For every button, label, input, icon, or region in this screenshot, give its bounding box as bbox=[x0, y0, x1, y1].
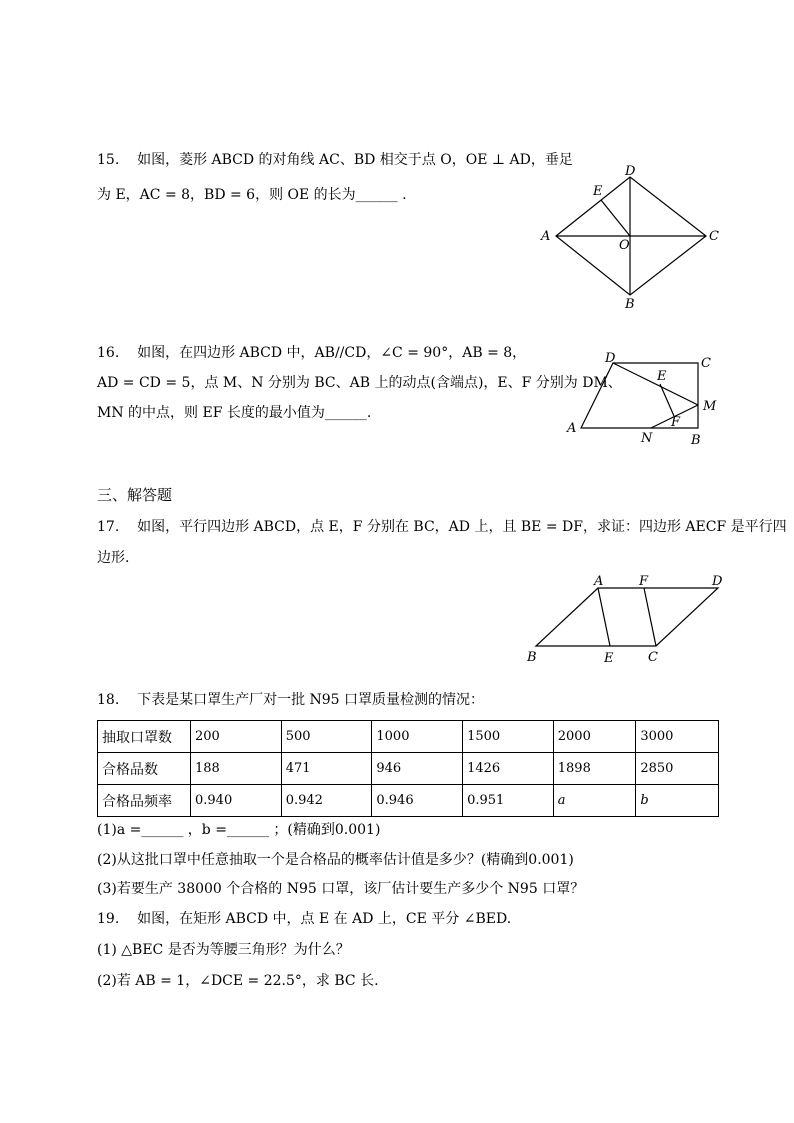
q18-intro: 18. 下表是某口罩生产厂对一批 N95 口罩质量检测的情况： bbox=[97, 692, 485, 708]
label-c: C bbox=[648, 650, 658, 665]
table-cell: 0.940 bbox=[191, 785, 282, 817]
table-row bbox=[98, 753, 719, 785]
label-e: E bbox=[657, 369, 667, 384]
label-d: D bbox=[712, 574, 723, 589]
segment-ae bbox=[598, 588, 610, 646]
label-b: B bbox=[625, 297, 635, 312]
label-e: E bbox=[604, 651, 614, 666]
label-a: A bbox=[567, 421, 577, 436]
quality-table bbox=[97, 720, 719, 817]
q19-sub-2: (2)若 AB = 1，∠DCE = 22.5°，求 BC 长. bbox=[97, 973, 379, 989]
row-header: 抽取口罩数 bbox=[98, 721, 191, 753]
table-cell: b bbox=[636, 785, 719, 817]
table-cell: 471 bbox=[281, 753, 372, 785]
q17-line-2: 边形. bbox=[97, 550, 130, 566]
table-cell: 1500 bbox=[463, 721, 554, 753]
label-f: F bbox=[639, 574, 649, 589]
q16-line-1: 16. 如图，在四边形 ABCD 中，AB//CD，∠C = 90°，AB = 8， bbox=[97, 345, 527, 361]
table-cell: 0.951 bbox=[463, 785, 554, 817]
label-o: O bbox=[619, 238, 630, 253]
q19-sub-1: (1) △BEC 是否为等腰三角形？为什么？ bbox=[97, 942, 350, 958]
q18-sub-1: (1)a =______ ，b =______ ；(精确到0.001) bbox=[97, 822, 381, 838]
q19-line-1: 19. 如图，在矩形 ABCD 中，点 E 在 AD 上，CE 平分 ∠BED. bbox=[97, 911, 512, 927]
q15-line-1: 15. 如图，菱形 ABCD 的对角线 AC、BD 相交于点 O，OE ⊥ AD，垂足 bbox=[97, 152, 573, 168]
quadrilateral-outline bbox=[581, 363, 698, 428]
label-f: F bbox=[671, 415, 681, 430]
parallelogram-outline bbox=[536, 588, 718, 646]
table-cell: 200 bbox=[191, 721, 282, 753]
table-cell: 3000 bbox=[636, 721, 719, 753]
table-cell: a bbox=[553, 785, 636, 817]
q18-sub-2: (2)从这批口罩中任意抽取一个是合格品的概率估计值是多少？(精确到0.001) bbox=[97, 852, 574, 868]
table-cell: 0.942 bbox=[281, 785, 372, 817]
q17-line-1: 17. 如图，平行四边形 ABCD，点 E，F 分别在 BC，AD 上，且 BE = DF，求证：四边形 AECF 是平行四 bbox=[97, 519, 787, 535]
label-b: B bbox=[691, 433, 701, 448]
table-row bbox=[98, 785, 719, 817]
q16-line-3: MN 的中点，则 EF 长度的最小值为______. bbox=[97, 405, 372, 421]
segment-dm bbox=[613, 363, 698, 405]
label-n: N bbox=[641, 431, 653, 446]
table-cell: 0.946 bbox=[372, 785, 463, 817]
label-m: M bbox=[703, 399, 717, 414]
label-d: D bbox=[605, 351, 616, 366]
label-a: A bbox=[594, 574, 604, 589]
table-cell: 2000 bbox=[553, 721, 636, 753]
table-cell: 188 bbox=[191, 753, 282, 785]
label-d: D bbox=[625, 164, 636, 179]
q15-line-2: 为 E，AC = 8，BD = 6，则 OE 的长为______ . bbox=[97, 187, 407, 203]
label-a: A bbox=[541, 229, 551, 244]
label-e: E bbox=[593, 184, 603, 199]
table-row bbox=[98, 721, 719, 753]
segment-oe bbox=[601, 200, 630, 236]
label-b: B bbox=[527, 650, 537, 665]
q17-figure-parallelogram bbox=[522, 570, 732, 670]
segment-fc bbox=[644, 588, 656, 646]
table-cell: 2850 bbox=[636, 753, 719, 785]
row-header: 合格品数 bbox=[98, 753, 191, 785]
table-cell: 500 bbox=[281, 721, 372, 753]
row-header: 合格品频率 bbox=[98, 785, 191, 817]
section-title: 三、解答题 bbox=[97, 486, 173, 504]
q18-sub-3: (3)若要生产 38000 个合格的 N95 口罩，该厂估计要生产多少个 N95 口罩？ bbox=[97, 881, 585, 897]
label-c: C bbox=[709, 229, 719, 244]
segment-ef bbox=[660, 384, 674, 416]
table-cell: 1000 bbox=[372, 721, 463, 753]
q16-figure-quadrilateral bbox=[563, 348, 733, 448]
label-c: C bbox=[701, 356, 711, 371]
q15-figure-rhombus bbox=[538, 160, 728, 315]
table-cell: 1426 bbox=[463, 753, 554, 785]
table-cell: 1898 bbox=[553, 753, 636, 785]
q16-line-2: AD = CD = 5，点 M、N 分别为 BC、AB 上的动点(含端点)，E、F 分别为 DM、 bbox=[97, 375, 622, 391]
table-cell: 946 bbox=[372, 753, 463, 785]
